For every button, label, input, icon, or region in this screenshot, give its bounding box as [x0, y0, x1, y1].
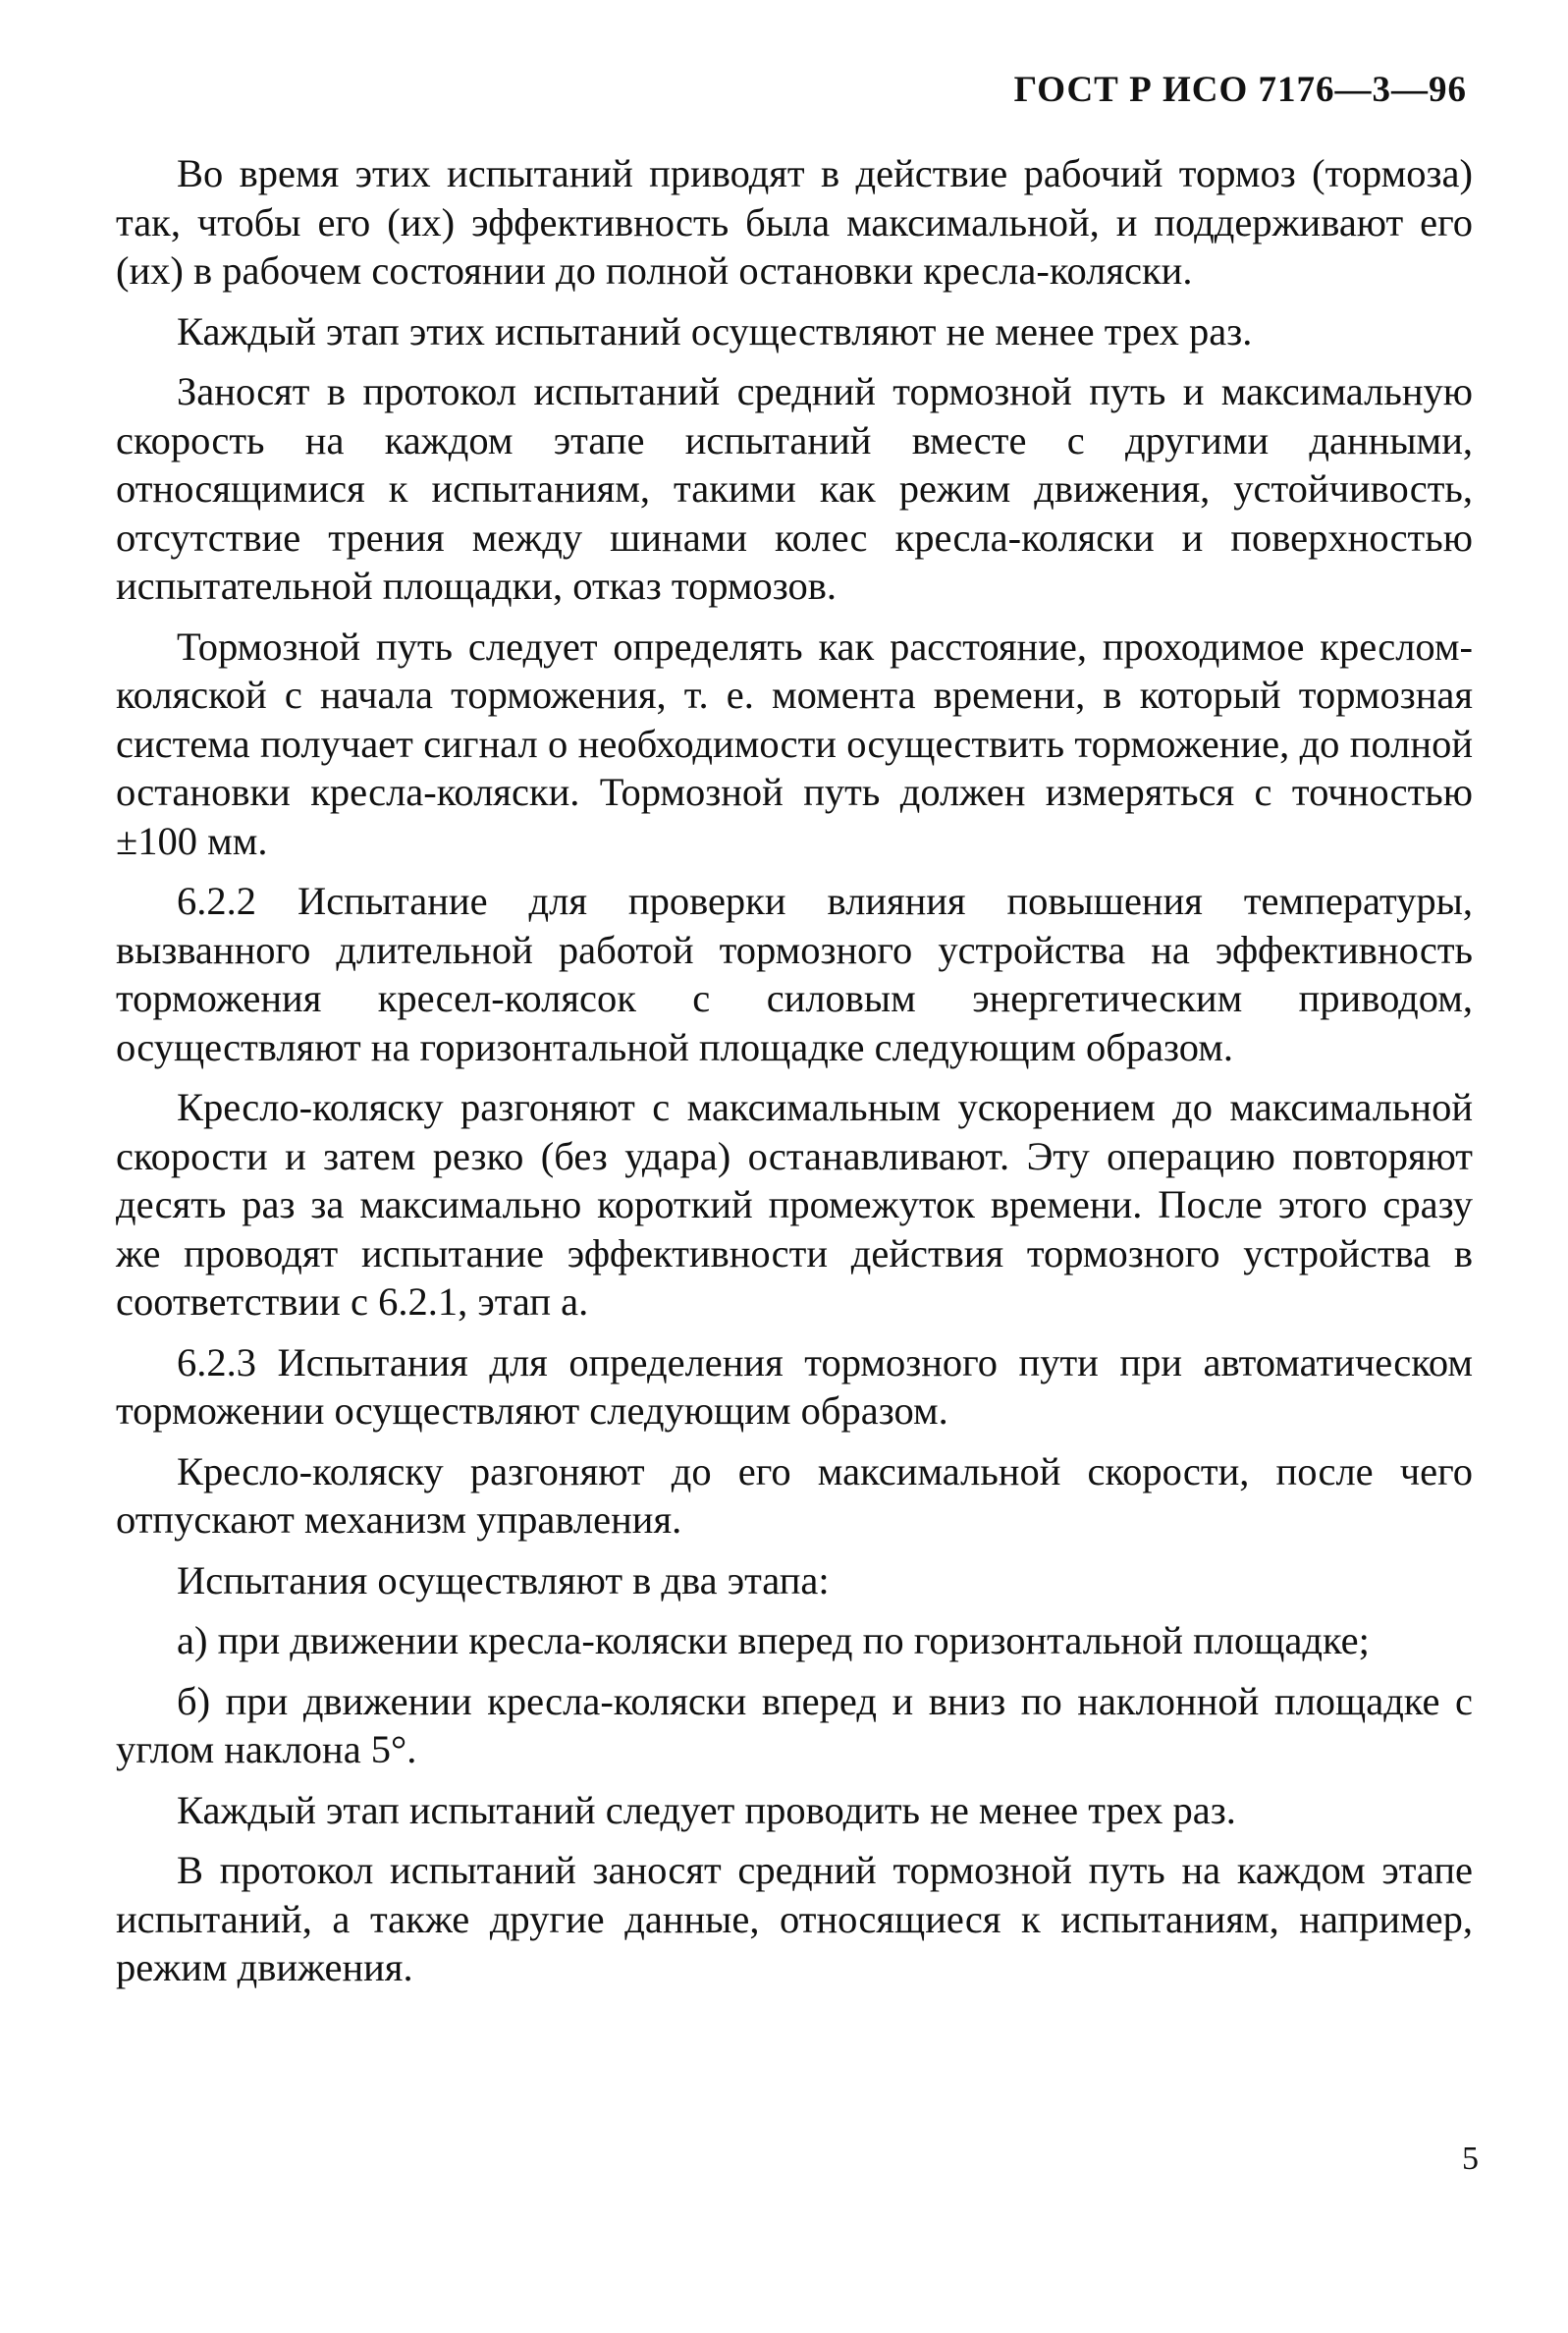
- section-6-2-3-paragraph: 6.2.3 Испытания для определения тормозного пути при автоматическом торможении осуществляют следующим образом.: [116, 1339, 1473, 1433]
- paragraph: Кресло-коляску разгоняют до его максимальной скорости, после чего отпускают механизм управления.: [116, 1448, 1473, 1542]
- paragraph: Заносят в протокол испытаний средний тормозной путь и максимальную скорость на каждом этапе испытаний вместе с другими данными, относящимися к испытаниям, такими как режим движения, устойчивость, отсутствие трения между шинами колес кресла-коляски и поверхностью испытательной площадки, отказ тормозов.: [116, 369, 1473, 608]
- paragraph: Испытания осуществляют в два этапа:: [177, 1557, 830, 1602]
- list-item-b: б) при движении кресла-коляски вперед и вниз по наклонной площадке с углом наклона 5°.: [116, 1678, 1473, 1771]
- paragraph: Каждый этап испытаний следует проводить не менее трех раз.: [177, 1787, 1236, 1832]
- section-6-2-2-paragraph: 6.2.2 Испытание для проверки влияния повышения температуры, вызванного длительной работой тормозного устройства на эффективность торможения кресел-колясок с силовым энергетическим приводом, осуществляют на горизонтальной площадке следующим образом.: [116, 879, 1473, 1069]
- paragraph: Каждый этап этих испытаний осуществляют не менее трех раз.: [177, 308, 1253, 353]
- paragraph: Тормозной путь следует определять как расстояние, проходимое креслом-коляской с начала торможения, т. е. момента времени, в который тормозная система получает сигнал о необходимости осуществить торможение, до полной остановки кресла-коляски. Тормозной путь должен измеряться с точностью ±100 мм.: [116, 624, 1473, 863]
- paragraph: Кресло-коляску разгоняют с максимальным ускорением до максимальной скорости и затем резко (без удара) останавливают. Эту операцию повторяют десять раз за максимально короткий промежуток времени. После этого сразу же проводят испытание эффективности действия тормозного устройства в соответствии с 6.2.1, этап а.: [116, 1085, 1473, 1324]
- list-item-a: а) при движении кресла-коляски вперед по горизонтальной площадке;: [177, 1618, 1370, 1662]
- document-header: ГОСТ Р ИСО 7176—3—96: [1013, 70, 1467, 110]
- paragraph: Во время этих испытаний приводят в действие рабочий тормоз (тормоза) так, чтобы его (их) эффективность была максимальной, и поддерживают его (их) в рабочем состоянии до полной остановки кресла-коляски.: [116, 151, 1473, 293]
- page-number: 5: [1462, 2141, 1479, 2177]
- paragraph: В протокол испытаний заносят средний тормозной путь на каждом этапе испытаний, а также другие данные, относящиеся к испытаниям, например, режим движения.: [116, 1848, 1473, 1989]
- page-body: [116, 149, 1473, 2004]
